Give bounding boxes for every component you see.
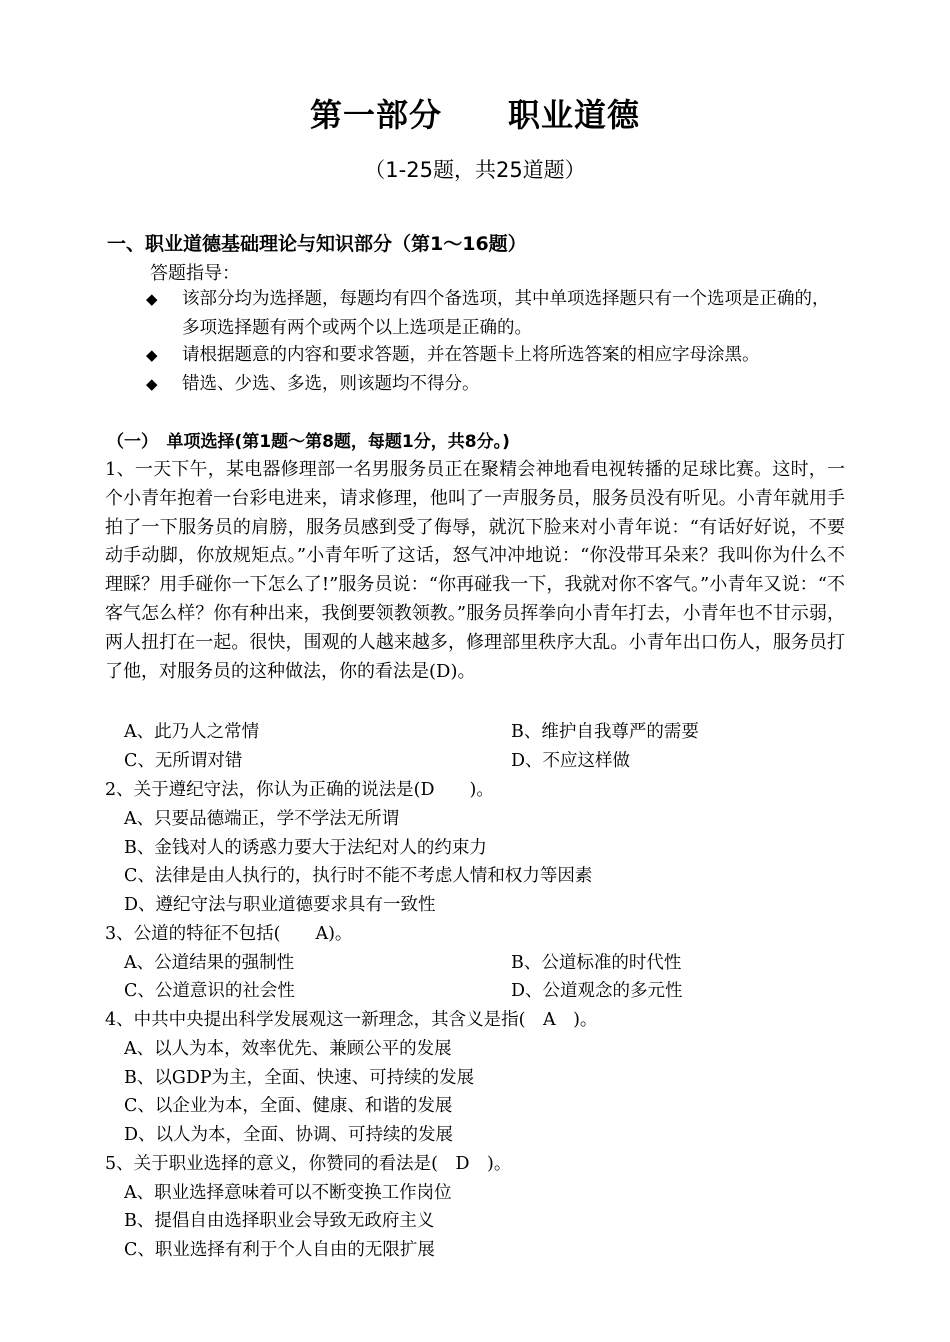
question-stem: 2、关于遵纪守法，你认为正确的说法是(D )。 bbox=[105, 780, 494, 800]
question-option: C、公道意识的社会性 bbox=[124, 981, 295, 1001]
diamond-bullet-icon: ◆ bbox=[146, 346, 158, 364]
question-option: D、公道观念的多元性 bbox=[511, 981, 683, 1001]
question-option: C、以企业为本，全面、健康、和谐的发展 bbox=[124, 1096, 453, 1116]
guide-bullet bbox=[146, 285, 846, 343]
guide-bullet-text: 请根据题意的内容和要求答题，并在答题卡上将所选答案的相应字母涂黑。 bbox=[182, 345, 760, 365]
question-option: B、以GDP为主，全面、快速、可持续的发展 bbox=[124, 1068, 475, 1088]
diamond-bullet-icon: ◆ bbox=[146, 290, 158, 308]
question-option: B、提倡自由选择职业会导致无政府主义 bbox=[124, 1211, 435, 1231]
guide-bullet bbox=[146, 341, 846, 370]
question-option: D、遵纪守法与职业道德要求具有一致性 bbox=[124, 895, 436, 915]
question-option: B、金钱对人的诱惑力要大于法纪对人的约束力 bbox=[124, 838, 487, 858]
diamond-bullet-icon: ◆ bbox=[146, 375, 158, 393]
guide-bullet-text: 该部分均为选择题，每题均有四个备选项，其中单项选择题只有一个选项是正确的，多项选择题有两个或两个以上选项是正确的。 bbox=[182, 289, 830, 338]
question-stem: 5、关于职业选择的意义，你赞同的看法是( D )。 bbox=[105, 1154, 512, 1174]
question-option: A、只要品德端正，学不学法无所谓 bbox=[124, 809, 400, 829]
page-title: 第一部分 职业道德 bbox=[309, 96, 640, 134]
question-option: C、职业选择有利于个人自由的无限扩展 bbox=[124, 1240, 435, 1260]
question-stem: 1、一天下午，某电器修理部一名男服务员正在聚精会神地看电视转播的足球比赛。这时，一个小青年抱着一台彩电进来，请求修理，他叫了一声服务员，服务员没有听见。小青年就用手拍了一下服务员的肩膀，服务员感到受了侮辱，就沉下脸来对小青年说：“有话好好说，不要动手动脚，你放规矩点。”小青年听了这话，怒气冲冲地说：“你没带耳朵来？我叫你为什么不理睬？用手碰你一下怎么了!”服务员说：“你再碰我一下，我就对你不客气。”小青年又说：“不客气怎么样？你有种出来，我倒要领教领教。”服务员挥拳向小青年打去，小青年也不甘示弱，两人扭打在一起。很快，围观的人越来越多，修理部里秩序大乱。小青年出口伤人，服务员打了他，对服务员的这种做法，你的看法是(D)。 bbox=[105, 459, 845, 682]
page-subtitle: （1-25题，共25道题） bbox=[364, 158, 586, 182]
question-option: B、公道标准的时代性 bbox=[511, 953, 682, 973]
guide-bullet-text: 错选、少选、多选，则该题均不得分。 bbox=[182, 374, 480, 394]
question-option: A、公道结果的强制性 bbox=[124, 953, 295, 973]
question-option: D、不应这样做 bbox=[511, 751, 631, 771]
question-option: A、以人为本，效率优先、兼顾公平的发展 bbox=[124, 1039, 452, 1059]
section-heading: 一、职业道德基础理论与知识部分（第1～16题） bbox=[107, 233, 527, 255]
part-heading: （一） 单项选择(第1题～第8题，每题1分，共8分。) bbox=[107, 432, 510, 452]
question-option: B、维护自我尊严的需要 bbox=[511, 722, 699, 742]
question-option: A、此乃人之常情 bbox=[124, 722, 260, 742]
question-option: A、职业选择意味着可以不断变换工作岗位 bbox=[124, 1183, 452, 1203]
question-option: C、无所谓对错 bbox=[124, 751, 243, 771]
question-option: C、法律是由人执行的，执行时不能不考虑人情和权力等因素 bbox=[124, 866, 593, 886]
question-stem: 4、中共中央提出科学发展观这一新理念，其含义是指( A )。 bbox=[105, 1010, 598, 1030]
guide-title: 答题指导： bbox=[150, 263, 240, 284]
question-stem: 3、公道的特征不包括( A)。 bbox=[105, 924, 353, 944]
question-option: D、以人为本，全面、协调、可持续的发展 bbox=[124, 1125, 454, 1145]
guide-bullet bbox=[146, 370, 846, 399]
